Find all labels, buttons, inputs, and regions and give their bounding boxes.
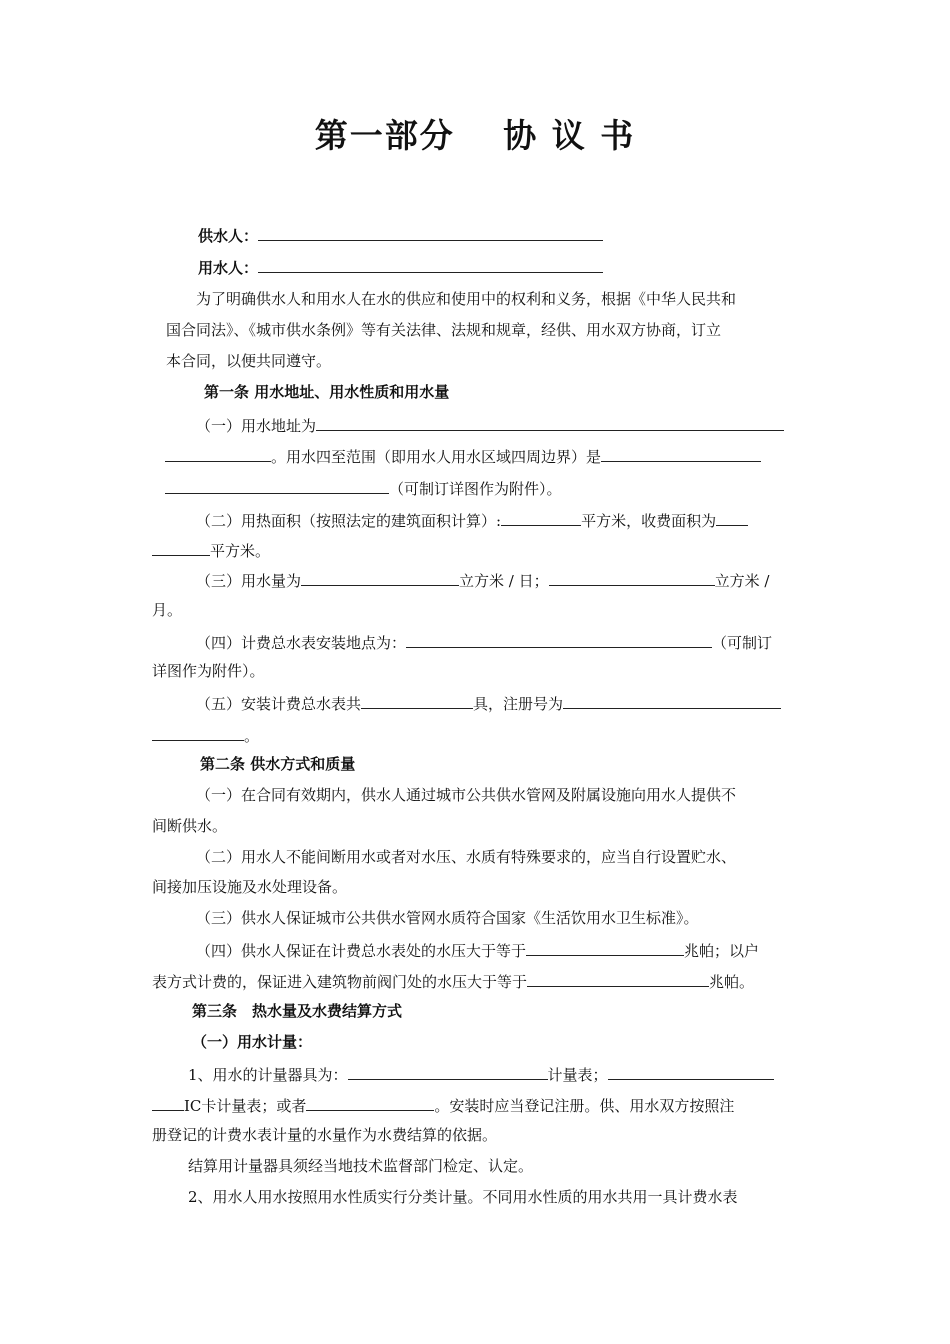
article-2-para-1-line-2: 间断供水。 — [152, 817, 228, 835]
article-2-para-2-line-1: （二）用水人不能间断用水或者对水压、水质有特殊要求的，应当自行设置贮水、 — [196, 848, 737, 866]
article-3-metering-line-4: 结算用计量器具须经当地技术监督部门检定、认定。 — [188, 1157, 534, 1175]
meter-type-unit-1: 计量表； — [547, 1066, 608, 1084]
article-1-item-1-line-1 — [196, 414, 784, 436]
item-5-end: 。 — [244, 727, 260, 745]
user-label: 用水人： — [198, 259, 259, 277]
charge-area-label: 平方米，收费面积为 — [581, 512, 717, 530]
meter-type-blank-1[interactable] — [348, 1063, 548, 1080]
meter-pressure-unit: 兆帕；以户 — [684, 942, 760, 960]
article-3-metering-line-2 — [152, 1094, 734, 1116]
meter-location-note: （可制订 — [712, 634, 773, 652]
water-boundary-blank-cont[interactable] — [165, 477, 389, 494]
water-boundary-label: 。用水四至范围（即用水人用水区域四周边界）是 — [271, 448, 602, 466]
boundary-attachment-note: （可制订详图作为附件）。 — [389, 480, 562, 498]
water-volume-label: （三）用水量为 — [196, 572, 302, 590]
article-2-heading: 第二条 供水方式和质量 — [200, 755, 356, 773]
registration-number-blank[interactable] — [563, 692, 781, 709]
supplier-blank[interactable] — [258, 224, 603, 241]
meter-location-label: （四）计费总水表安装地点为： — [196, 634, 407, 652]
valve-pressure-blank[interactable] — [527, 970, 709, 987]
article-3-metering-line-5: 2、用水人用水按照用水性质实行分类计量。不同用水性质的用水共用一具计费水表 — [188, 1188, 738, 1206]
charge-area-unit: 平方米。 — [210, 542, 271, 560]
registration-clause: 。安装时应当登记注册。供、用水双方按照注 — [434, 1097, 735, 1115]
heating-area-label: （二）用热面积（按照法定的建筑面积计算）: — [196, 512, 502, 530]
water-address-blank-cont[interactable] — [165, 445, 271, 462]
charge-area-blank[interactable] — [716, 509, 748, 526]
meter-type-blank-2[interactable] — [608, 1063, 774, 1080]
ic-card-meter-label: IC卡计量表；或者 — [184, 1097, 307, 1115]
article-3-metering-line-1 — [188, 1063, 774, 1085]
registration-number-label: 具，注册号为 — [473, 695, 564, 713]
registration-number-blank-cont[interactable] — [152, 724, 244, 741]
water-address-label: （一）用水地址为 — [196, 417, 317, 435]
article-1-item-1-line-2 — [165, 445, 761, 467]
valve-pressure-unit: 兆帕。 — [709, 973, 755, 991]
article-2-para-4-line-2 — [152, 970, 754, 992]
article-1-item-2-line-2 — [152, 539, 270, 561]
water-boundary-blank[interactable] — [601, 445, 761, 462]
meter-pressure-blank[interactable] — [526, 939, 684, 956]
article-2-para-1-line-1: （一）在合同有效期内，供水人通过城市公共供水管网及附属设施向用水人提供不 — [196, 786, 737, 804]
other-meter-blank[interactable] — [306, 1094, 434, 1111]
intro-line-2: 国合同法》、《城市供水条例》等有关法律、法规和规章，经供、用水双方协商，订立 — [166, 321, 722, 339]
article-1-item-4-line-1 — [196, 631, 772, 653]
page-title: 第一部分 协 议 书 — [314, 116, 636, 155]
daily-volume-unit: 立方米 / 日； — [459, 572, 549, 590]
charge-area-blank-cont[interactable] — [152, 539, 210, 556]
article-2-para-4-line-1 — [196, 939, 759, 961]
meter-type-blank-2-cont[interactable] — [152, 1094, 184, 1111]
meter-pressure-label: （四）供水人保证在计费总水表处的水压大于等于 — [196, 942, 527, 960]
user-line — [198, 256, 603, 278]
supplier-line — [198, 224, 603, 246]
article-2-para-2-line-2: 间接加压设施及水处理设备。 — [152, 878, 348, 896]
meter-type-label: 1、用水的计量器具为： — [188, 1066, 348, 1084]
intro-line-1: 为了明确供水人和用水人在水的供应和使用中的权利和义务，根据《中华人民共和 — [196, 290, 737, 308]
meter-location-blank[interactable] — [406, 631, 712, 648]
article-1-item-5-line-2 — [152, 724, 259, 746]
article-1-item-5-line-1 — [196, 692, 781, 714]
daily-volume-blank[interactable] — [301, 569, 459, 586]
monthly-volume-unit: 立方米 / — [714, 572, 770, 590]
water-address-blank[interactable] — [316, 414, 784, 431]
article-1-item-2-line-1 — [196, 509, 748, 531]
supplier-label: 供水人： — [198, 227, 259, 245]
monthly-volume-blank[interactable] — [549, 569, 715, 586]
article-2-para-3: （三）供水人保证城市公共供水管网水质符合国家《生活饮用水卫生标准》。 — [196, 909, 699, 927]
article-1-item-3-line-2: 月。 — [152, 601, 183, 619]
article-1-item-4-line-2: 详图作为附件）。 — [152, 662, 265, 680]
meter-count-blank[interactable] — [361, 692, 473, 709]
meter-count-label: （五）安装计费总水表共 — [196, 695, 362, 713]
heating-area-blank[interactable] — [501, 509, 581, 526]
article-3-metering-line-3: 册登记的计费水表计量的水量作为水费结算的依据。 — [152, 1126, 498, 1144]
article-1-item-3-line-1 — [196, 569, 769, 591]
article-3-subheading-1: （一）用水计量： — [192, 1033, 313, 1051]
valve-pressure-label: 表方式计费的，保证进入建筑物前阀门处的水压大于等于 — [152, 973, 528, 991]
intro-line-3: 本合同，以便共同遵守。 — [166, 352, 332, 370]
article-3-heading: 第三条 热水量及水费结算方式 — [192, 1002, 403, 1020]
article-1-item-1-line-3 — [165, 477, 562, 499]
user-blank[interactable] — [258, 256, 603, 273]
article-1-heading: 第一条 用水地址、用水性质和用水量 — [204, 383, 450, 401]
